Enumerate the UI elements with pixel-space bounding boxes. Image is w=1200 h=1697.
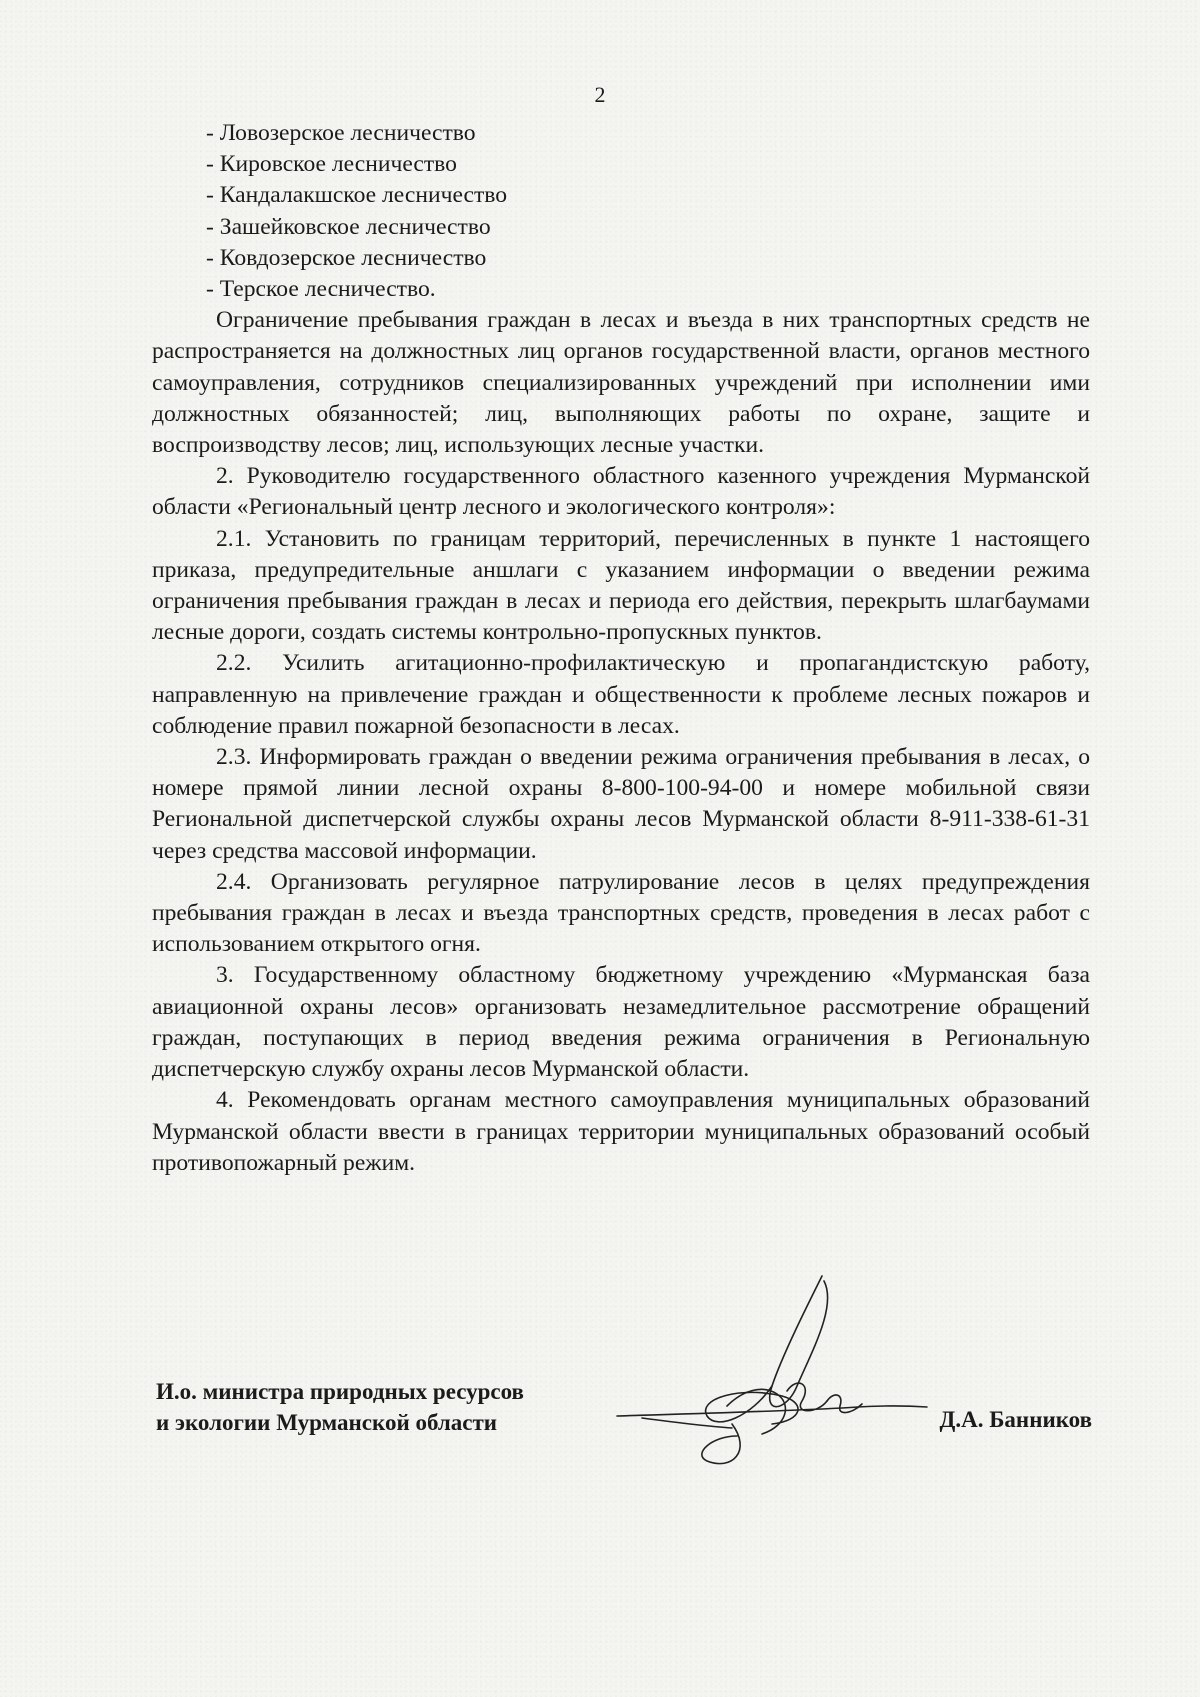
signer-position-line1: И.о. министра природных ресурсов	[156, 1379, 524, 1404]
signer-position	[156, 1376, 524, 1438]
paragraph-restriction-exemption: Ограничение пребывания граждан в лесах и въезда в них транспортных средств не распространяется на должностных лиц органов государственной власти, органов местного самоуправления, сотрудников специализированных учреждений при исполнении ими должностных обязанностей; лиц, выполняющих работы по охране, защите и воспроизводству лесов; лиц, использующих лесные участки.	[152, 307, 1090, 459]
paragraph-2-2: 2.2. Усилить агитационно-профилактическую и пропагандистскую работу, направленную на привлечение граждан и общественности к проблеме лесных пожаров и соблюдение правил пожарной безопасности в лесах.	[152, 650, 1090, 739]
list-item: - Зашейковское лесничество	[206, 213, 491, 240]
list-item: - Кировское лесничество	[206, 151, 457, 178]
signature-block	[152, 1366, 1092, 1486]
paragraph-2-3: 2.3. Информировать граждан о введении режима ограничения пребывания в лесах, о номере прямой линии лесной охраны 8-800-100-94-00 и номере мобильной связи Региональной диспетчерской службы охраны лесов Мурманской области 8-911-338-61-31 через средства массовой информации.	[152, 744, 1090, 864]
signer-position-line2: и экологии Мурманской области	[156, 1410, 498, 1435]
list-item: - Ковдозерское лесничество	[206, 244, 487, 271]
list-item: - Кандалакшское лесничество	[206, 182, 508, 209]
paragraph-4: 4. Рекомендовать органам местного самоуправления муниципальных образований Мурманской области ввести в границах территории муниципальных образований особый противопожарный режим.	[152, 1087, 1090, 1176]
list-item: - Терское лесничество.	[206, 276, 436, 303]
document-body	[152, 118, 1090, 1179]
list-item: - Ловозерское лесничество	[206, 120, 476, 146]
handwritten-signature	[612, 1266, 932, 1486]
paragraph-3: 3. Государственному областному бюджетному учреждению «Мурманская база авиационной охраны лесов» организовать незамедлительное рассмотрение обращений граждан, поступающих в период введения режима ограничения в Региональную диспетчерскую службу охраны лесов Мурманской области.	[152, 962, 1090, 1083]
paragraph-2-1: 2.1. Установить по границам территорий, перечисленных в пункте 1 настоящего приказа, предупредительные аншлаги с указанием информации о введении режима ограничения пребывания граждан в лесах и периода его действия, перекрыть шлагбаумами лесные дороги, создать системы контрольно-пропускных пунктов.	[152, 525, 1090, 646]
signer-name: Д.А. Банников	[939, 1407, 1092, 1432]
page-number: 2	[594, 82, 606, 107]
paragraph-2: 2. Руководителю государственного областного казенного учреждения Мурманской области «Региональный центр лесного и экологического контроля»:	[152, 463, 1090, 521]
paragraph-2-4: 2.4. Организовать регулярное патрулирование лесов в целях предупреждения пребывания граждан в лесах и въезда транспортных средств, проведения в лесах работ с использованием открытого огня.	[152, 868, 1090, 958]
